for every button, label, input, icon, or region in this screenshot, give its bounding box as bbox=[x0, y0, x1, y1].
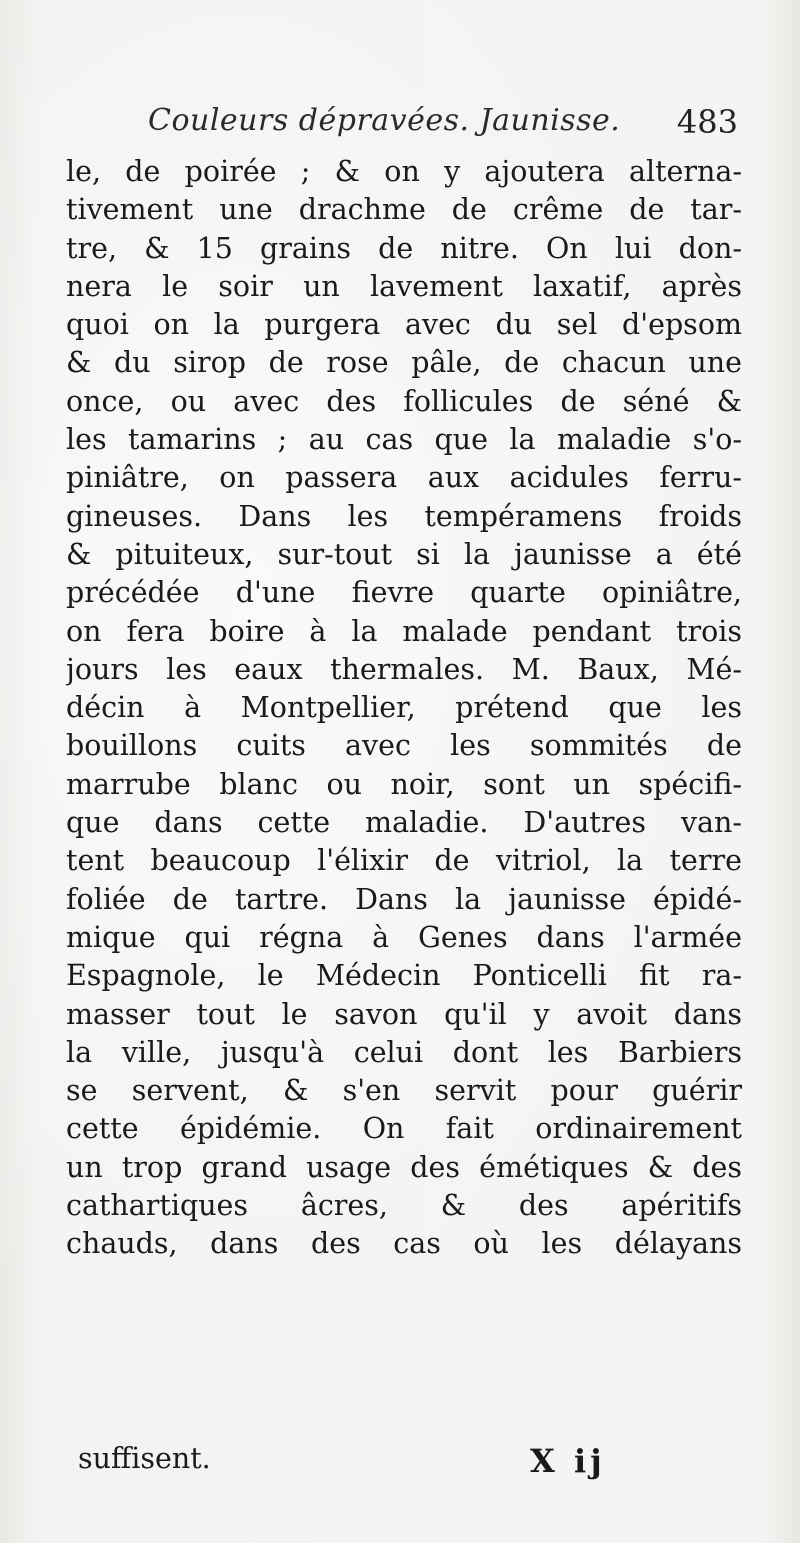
text-line: précédée d'une fievre quarte opiniâtre, bbox=[66, 576, 742, 610]
signature-mark: X ij bbox=[530, 1442, 606, 1480]
running-head: Couleurs dépravées. Jaunisse. bbox=[148, 103, 621, 138]
text-line: décin à Montpellier, prétend que les bbox=[66, 691, 742, 725]
text-line: & du sirop de rose pâle, de chacun une bbox=[66, 346, 742, 380]
body-text bbox=[66, 153, 742, 1264]
text-line: se servent, & s'en servit pour guérir bbox=[66, 1074, 742, 1108]
text-line: piniâtre, on passera aux acidules ferru- bbox=[66, 461, 742, 495]
text-line: tent beaucoup l'élixir de vitriol, la terre bbox=[66, 844, 742, 878]
text-line: tre, & 15 grains de nitre. On lui don- bbox=[66, 231, 742, 265]
text-line: nera le soir un lavement laxatif, après bbox=[66, 269, 742, 303]
text-line: la ville, jusqu'à celui dont les Barbiers bbox=[66, 1035, 742, 1069]
text-line: jours les eaux thermales. M. Baux, Mé- bbox=[66, 652, 742, 686]
text-line: que dans cette maladie. D'autres van- bbox=[66, 806, 742, 840]
text-line: le, de poirée ; & on y ajoutera alterna- bbox=[66, 155, 742, 188]
text-line: les tamarins ; au cas que la maladie s'o- bbox=[66, 423, 742, 457]
page-number: 483 bbox=[676, 103, 738, 141]
text-line: cette épidémie. On fait ordinairement bbox=[66, 1112, 742, 1146]
text-line: quoi on la purgera avec du sel d'epsom bbox=[66, 308, 742, 342]
final-line: suffisent. bbox=[78, 1442, 211, 1475]
text-line: once, ou avec des follicules de séné & bbox=[66, 384, 742, 418]
text-line: tivement une drachme de crême de tar- bbox=[66, 193, 742, 227]
text-line: Espagnole, le Médecin Ponticelli fit ra- bbox=[66, 959, 742, 993]
text-line: marrube blanc ou noir, sont un spécifi- bbox=[66, 767, 742, 801]
text-line: chauds, dans des cas où les délayans bbox=[66, 1227, 742, 1261]
text-line: foliée de tartre. Dans la jaunisse épidé- bbox=[66, 882, 742, 916]
text-line: un trop grand usage des émétiques & des bbox=[66, 1150, 742, 1184]
text-line: & pituiteux, sur-tout si la jaunisse a été bbox=[66, 537, 742, 571]
text-line: on fera boire à la malade pendant trois bbox=[66, 614, 742, 648]
text-line: gineuses. Dans les tempéramens froids bbox=[66, 499, 742, 533]
page-header bbox=[148, 103, 738, 151]
text-line: bouillons cuits avec les sommités de bbox=[66, 729, 742, 763]
text-line: mique qui régna à Genes dans l'armée bbox=[66, 920, 742, 954]
text-line: cathartiques âcres, & des apéritifs bbox=[66, 1189, 742, 1223]
text-line: masser tout le savon qu'il y avoit dans bbox=[66, 997, 742, 1031]
